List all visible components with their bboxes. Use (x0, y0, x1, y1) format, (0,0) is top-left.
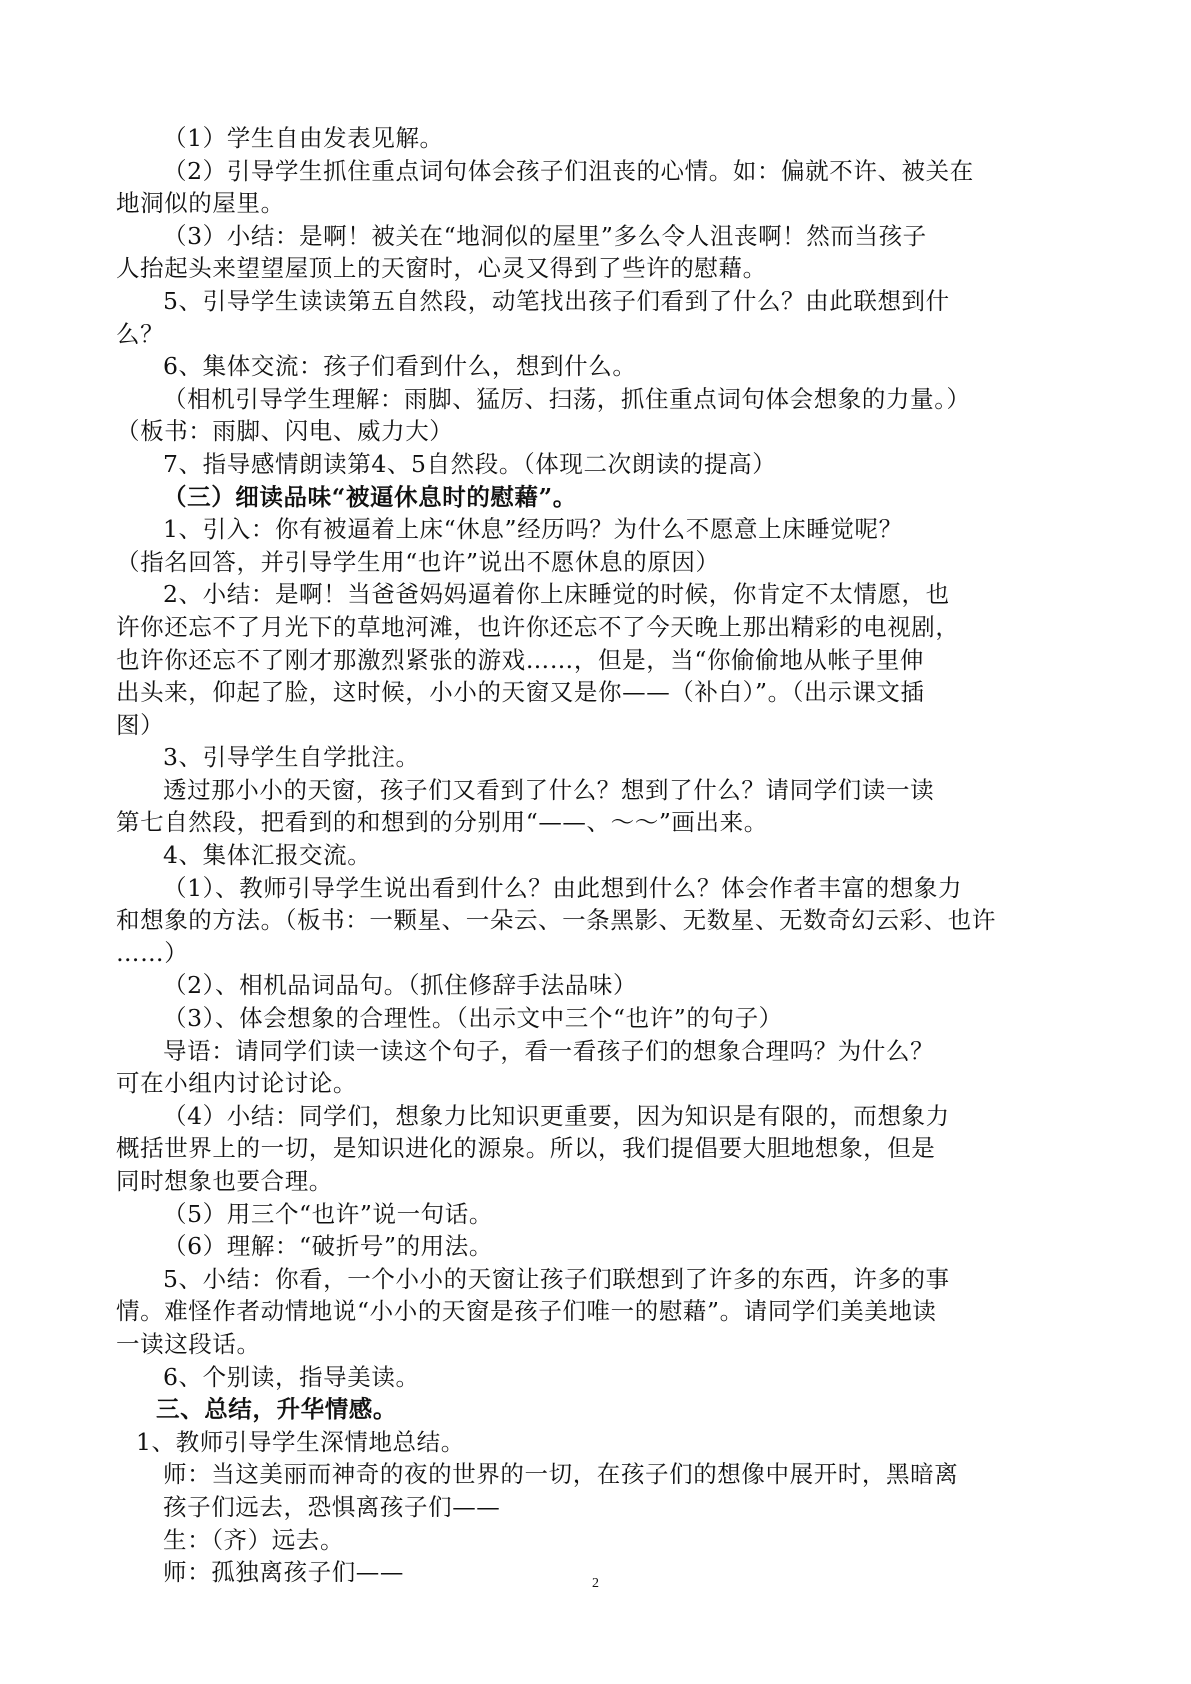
text-line: 师：孤独离孩子们—— (163, 1558, 404, 1587)
text-line: （2）、相机品词品句。（抓住修辞手法品味） (163, 971, 638, 1000)
text-line: 图） (116, 710, 165, 739)
text-line: （1）、教师引导学生说出看到什么？由此想到什么？体会作者丰富的想象力 (163, 873, 963, 902)
text-line: 情。难怪作者动情地说“小小的天窗是孩子们唯一的慰藉”。请同学们美美地读 (116, 1297, 937, 1326)
text-line: （5）用三个“也许”说一句话。 (163, 1199, 493, 1228)
text-line: 透过那小小的天窗，孩子们又看到了什么？想到了什么？请同学们读一读 (163, 775, 935, 804)
text-line: （板书：雨脚、闪电、威力大） (116, 417, 454, 446)
text-line: 2、小结：是啊！当爸爸妈妈逼着你上床睡觉的时候，你肯定不太情愿，也 (163, 580, 950, 609)
text-line: 6、个别读，指导美读。 (163, 1362, 420, 1391)
text-line: 第七自然段，把看到的和想到的分别用“——、～～”画出来。 (116, 808, 768, 837)
text-line: 也许你还忘不了刚才那激烈紧张的游戏……，但是，当“你偷偷地从帐子里伸 (116, 645, 924, 674)
text-line: 同时想象也要合理。 (116, 1167, 333, 1195)
text-line: （3）小结：是啊！被关在“地洞似的屋里”多么令人沮丧啊！然而当孩子 (163, 221, 927, 250)
document-body (116, 122, 1086, 1589)
text-line: 么？ (116, 319, 165, 348)
text-line: 可在小组内讨论讨论。 (116, 1069, 357, 1098)
text-line: 1、引入：你有被逼着上床“休息”经历吗？为什么不愿意上床睡觉呢？ (163, 515, 903, 544)
section-heading: （三）细读品味“被逼休息时的慰藉”。 (163, 482, 577, 511)
text-line: 许你还忘不了月光下的草地河滩，也许你还忘不了今天晚上那出精彩的电视剧， (116, 612, 960, 641)
text-line: 地洞似的屋里。 (116, 189, 285, 218)
text-line: 出头来，仰起了脸，这时候，小小的天窗又是你——（补白）”。（出示课文插 (116, 678, 925, 707)
text-line: 人抬起头来望望屋顶上的天窗时，心灵又得到了些许的慰藉。 (116, 254, 767, 283)
text-line: 4、集体汇报交流。 (163, 841, 372, 870)
text-line: 一读这段话。 (116, 1329, 261, 1358)
text-line: 孩子们远去，恐惧离孩子们—— (163, 1492, 501, 1521)
text-line: 6、集体交流：孩子们看到什么，想到什么。 (163, 352, 637, 381)
text-line: 概括世界上的一切，是知识进化的源泉。所以，我们提倡要大胆地想象，但是 (116, 1134, 936, 1163)
section-heading: 三、总结，升华情感。 (156, 1395, 397, 1424)
text-line: 5、小结：你看，一个小小的天窗让孩子们联想到了许多的东西，许多的事 (163, 1264, 950, 1293)
text-line: ……） (116, 938, 189, 967)
text-line: 5、引导学生读读第五自然段，动笔找出孩子们看到了什么？由此联想到什 (163, 286, 950, 315)
text-line: （指名回答，并引导学生用“也许”说出不愿休息的原因） (116, 547, 720, 576)
text-line: （6）理解：“破折号”的用法。 (163, 1232, 493, 1261)
text-line: （相机引导学生理解：雨脚、猛厉、扫荡，抓住重点词句体会想象的力量。） (163, 384, 971, 413)
page-number: 2 (592, 1576, 599, 1591)
text-line: 导语：请同学们读一读这个句子，看一看孩子们的想象合理吗？为什么？ (163, 1036, 935, 1065)
text-line: 和想象的方法。（板书：一颗星、一朵云、一条黑影、无数星、无数奇幻云彩、也许 (116, 906, 996, 935)
text-line: 1、教师引导学生深情地总结。 (136, 1427, 465, 1456)
text-line: （2）引导学生抓住重点词句体会孩子们沮丧的心情。如：偏就不许、被关在 (163, 156, 974, 185)
text-line: （3）、体会想象的合理性。（出示文中三个“也许”的句子） (163, 1004, 783, 1033)
text-line: 生：（齐）远去。 (163, 1525, 345, 1554)
text-line: 3、引导学生自学批注。 (163, 743, 420, 772)
text-line: 师：当这美丽而神奇的夜的世界的一切，在孩子们的想像中展开时，黑暗离 (163, 1460, 959, 1489)
text-line: 7、指导感情朗读第4、5自然段。（体现二次朗读的提高） (163, 449, 777, 478)
text-line: （1）学生自由发表见解。 (163, 124, 444, 152)
text-line: （4）小结：同学们，想象力比知识更重要，因为知识是有限的，而想象力 (163, 1101, 950, 1130)
